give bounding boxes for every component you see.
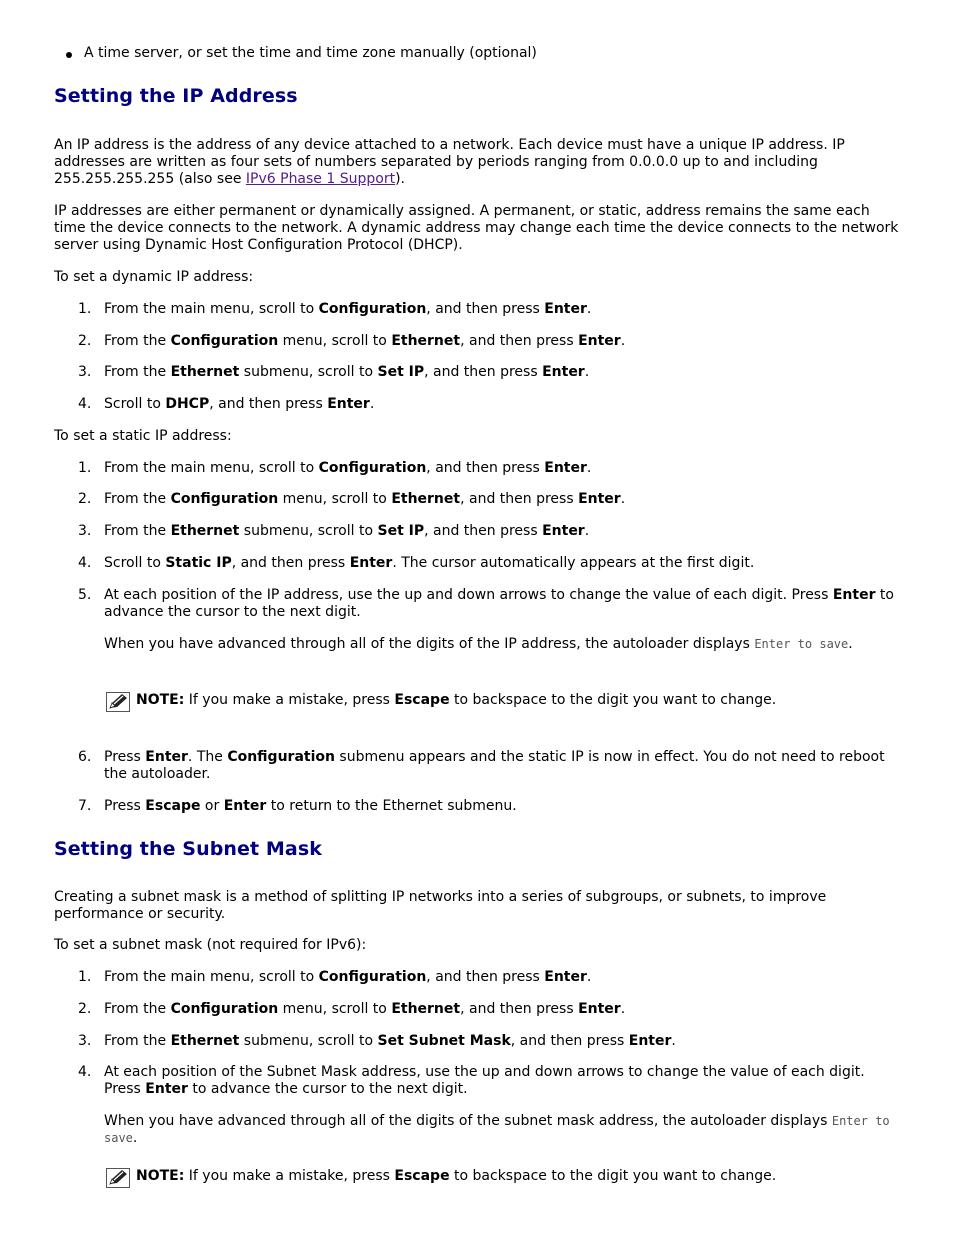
lcd-message: Enter to save [754, 637, 849, 651]
list-item: 1. From the main menu, scroll to Configuration, and then press Enter. [78, 969, 592, 985]
list-item: 4. At each position of the Subnet Mask address, use the up and down arrows to change the value of each digit. Press Enter to advance the cursor to the next digit. [78, 1064, 865, 1097]
paragraph: Creating a subnet mask is a method of splitting IP networks into a series of subgroups, or subnets, to improve performance or security. [54, 889, 827, 922]
list-item: 4. Scroll to DHCP, and then press Enter. [78, 396, 375, 412]
lcd-message: Enter to save [104, 1114, 890, 1145]
list-item: 7. Press Escape or Enter to return to the Ethernet submenu. [78, 798, 517, 814]
list-item: 4. Scroll to Static IP, and then press Enter. The cursor automatically appears at the first digit. [78, 555, 755, 571]
note-pencil-icon [106, 1168, 130, 1188]
bullet-icon [66, 52, 72, 58]
list-item [84, 45, 537, 62]
section-heading-subnet: Setting the Subnet Mask [54, 838, 322, 860]
list-item: 6. Press Enter. The Configuration submenu appears and the static IP is now in effect. You do not need to reboot the autoloader. [78, 749, 885, 782]
list-item: 5. At each position of the IP address, use the up and down arrows to change the value of each digit. Press Enter to advance the cursor to the next digit. [78, 587, 894, 620]
section-heading-ip: Setting the IP Address [54, 85, 298, 107]
paragraph: An IP address is the address of any device attached to a network. Each device must have a unique IP address. IP addresses are written as four sets of numbers separated by periods ranging from 0.0.0.0 up to and including 255.255.255.255 (also see IPv6 Phase 1 Support). [54, 137, 845, 187]
list-item: 1. From the main menu, scroll to Configuration, and then press Enter. [78, 301, 592, 317]
paragraph: To set a dynamic IP address: [54, 269, 254, 285]
list-item: 2. From the Configuration menu, scroll to Ethernet, and then press Enter. [78, 333, 626, 349]
paragraph: To set a subnet mask (not required for IPv6): [54, 937, 367, 953]
list-item: 1. From the main menu, scroll to Configuration, and then press Enter. [78, 460, 592, 476]
list-item: 2. From the Configuration menu, scroll to Ethernet, and then press Enter. [78, 1001, 626, 1017]
list-item: 3. From the Ethernet submenu, scroll to Set Subnet Mask, and then press Enter. [78, 1033, 676, 1049]
list-item: 3. From the Ethernet submenu, scroll to Set IP, and then press Enter. [78, 364, 590, 380]
step-detail: When you have advanced through all of the digits of the subnet mask address, the autoloader displays Enter to save. [104, 1113, 890, 1146]
note-pencil-icon [106, 692, 130, 712]
ipv6-support-link[interactable]: IPv6 Phase 1 Support [245, 171, 396, 187]
list-item: 3. From the Ethernet submenu, scroll to Set IP, and then press Enter. [78, 523, 590, 539]
bullet-text: A time server, or set the time and time zone manually (optional) [84, 45, 537, 61]
step-detail: When you have advanced through all of the digits of the IP address, the autoloader displays Enter to save. [104, 636, 853, 652]
list-item: 2. From the Configuration menu, scroll to Ethernet, and then press Enter. [78, 491, 626, 507]
paragraph: To set a static IP address: [54, 428, 232, 444]
paragraph: IP addresses are either permanent or dynamically assigned. A permanent, or static, address remains the same each time the device connects to the network. A dynamic address may change each time the device connects to the network server using Dynamic Host Configuration Protocol (DHCP). [54, 203, 899, 253]
